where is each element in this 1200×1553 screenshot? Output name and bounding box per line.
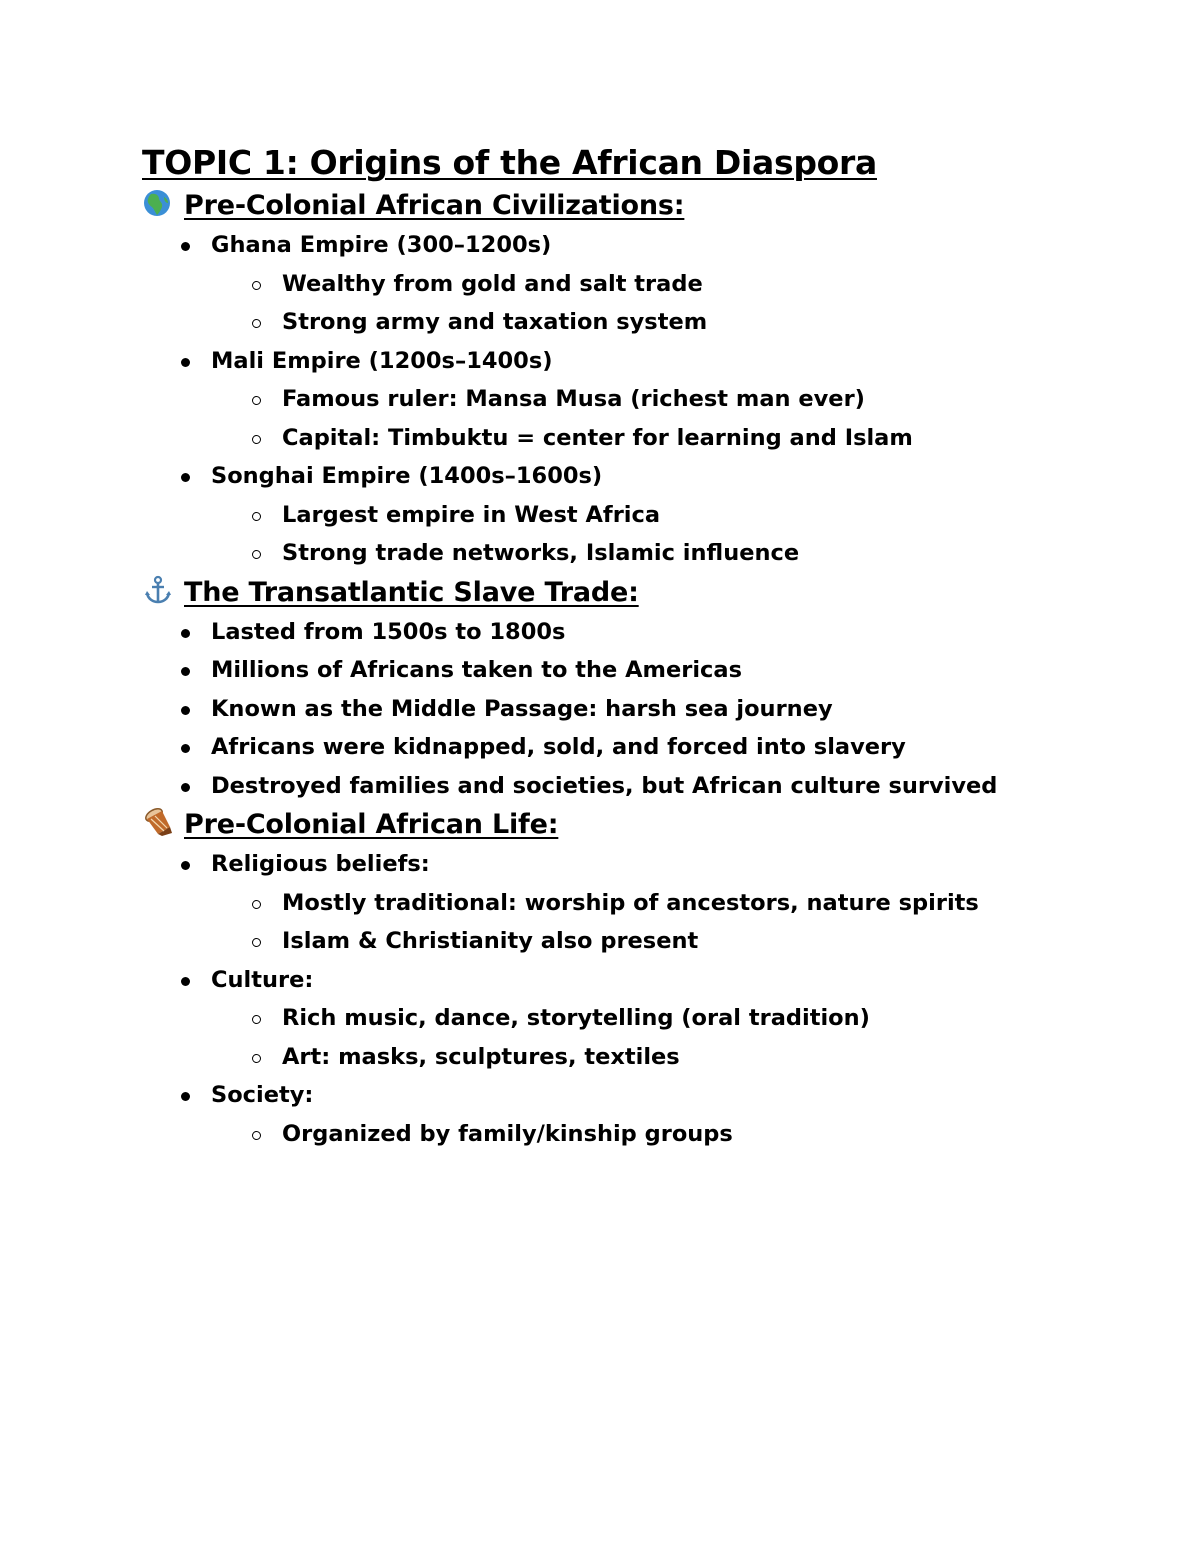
list-item	[142, 457, 1042, 573]
bullet-icon	[181, 861, 190, 870]
sub-list-item-text: Strong trade networks, Islamic influence	[282, 540, 800, 566]
bullet-icon	[181, 473, 190, 482]
list-item	[142, 767, 1042, 806]
section-heading-african-life	[142, 805, 1042, 845]
circle-bullet-icon	[252, 938, 261, 947]
list-item	[142, 961, 1042, 1077]
sub-list-item	[211, 380, 1042, 419]
list-item	[142, 613, 1042, 652]
circle-bullet-icon	[252, 396, 261, 405]
sub-list-item-text: Rich music, dance, storytelling (oral tradition)	[282, 1005, 870, 1031]
list-item-text: Culture:	[211, 966, 314, 993]
list-item-text: Lasted from 1500s to 1800s	[211, 618, 566, 645]
sub-list-item	[211, 1115, 1042, 1154]
page-title: TOPIC 1: Origins of the African Diaspora	[142, 143, 877, 182]
circle-bullet-icon	[252, 319, 261, 328]
circle-bullet-icon	[252, 900, 261, 909]
sub-list-item	[211, 884, 1042, 923]
list-item-text: Ghana Empire (300–1200s)	[211, 232, 552, 258]
sub-list-item	[211, 496, 1042, 535]
circle-bullet-icon	[252, 281, 261, 290]
sub-list-item	[211, 265, 1042, 304]
list-item	[142, 342, 1042, 458]
sub-list-item-text: Wealthy from gold and salt trade	[282, 270, 703, 297]
sub-list	[211, 380, 1042, 457]
list-item	[142, 226, 1042, 342]
bullet-icon	[181, 706, 190, 715]
sub-list	[211, 265, 1042, 342]
circle-bullet-icon	[252, 1054, 261, 1063]
bullet-icon	[181, 358, 190, 367]
sub-list-item	[211, 303, 1042, 342]
african-life-list	[142, 845, 1042, 1153]
sub-list-item-text: Islam & Christianity also present	[282, 928, 699, 954]
circle-bullet-icon	[252, 1015, 261, 1024]
bullet-icon	[181, 629, 190, 638]
list-item-text: Songhai Empire (1400s–1600s)	[211, 463, 603, 489]
list-item	[142, 690, 1042, 729]
list-item-text: Religious beliefs:	[211, 851, 430, 877]
sub-list-item-text: Famous ruler: Mansa Musa (richest man ever)	[282, 386, 865, 412]
sub-list	[211, 999, 1042, 1076]
section-heading-text: The Transatlantic Slave Trade:	[184, 576, 639, 608]
sub-list-item-text: Capital: Timbuktu = center for learning and Islam	[282, 424, 913, 451]
bullet-icon	[181, 744, 190, 753]
sub-list-item-text: Strong army and taxation system	[282, 309, 708, 335]
sub-list-item	[211, 419, 1042, 458]
bullet-icon	[181, 242, 190, 251]
list-item-text: Society:	[211, 1082, 314, 1108]
circle-bullet-icon	[252, 550, 261, 559]
list-item-text: Mali Empire (1200s–1400s)	[211, 347, 553, 374]
anchor-icon	[142, 575, 176, 605]
list-item	[142, 1076, 1042, 1153]
drum-icon	[142, 807, 176, 837]
list-item-text: Known as the Middle Passage: harsh sea journey	[211, 695, 833, 722]
sub-list-item-text: Art: masks, sculptures, textiles	[282, 1043, 680, 1070]
list-item-text: Destroyed families and societies, but African culture survived	[211, 772, 998, 799]
sub-list-item	[211, 999, 1042, 1038]
list-item	[142, 728, 1042, 767]
sub-list	[211, 1115, 1042, 1154]
sub-list-item-text: Largest empire in West Africa	[282, 501, 661, 528]
list-item-text: Africans were kidnapped, sold, and forced into slavery	[211, 734, 906, 760]
sub-list-item-text: Mostly traditional: worship of ancestors, nature spirits	[282, 889, 979, 916]
section-heading-text: Pre-Colonial African Life:	[184, 809, 559, 840]
sub-list-item	[211, 922, 1042, 961]
document-page	[142, 140, 1042, 1153]
section-heading-text: Pre-Colonial African Civilizations:	[184, 190, 685, 221]
slave-trade-list	[142, 613, 1042, 806]
section-heading-civilizations	[142, 186, 1042, 226]
sub-list	[211, 884, 1042, 961]
sub-list-item-text: Organized by family/kinship groups	[282, 1120, 733, 1147]
bullet-icon	[181, 667, 190, 676]
list-item-text: Millions of Africans taken to the Americas	[211, 657, 742, 683]
list-item	[142, 845, 1042, 961]
circle-bullet-icon	[252, 435, 261, 444]
civilizations-list	[142, 226, 1042, 573]
sub-list	[211, 496, 1042, 573]
circle-bullet-icon	[252, 512, 261, 521]
bullet-icon	[181, 1092, 190, 1101]
circle-bullet-icon	[252, 1131, 261, 1140]
sub-list-item	[211, 1038, 1042, 1077]
bullet-icon	[181, 783, 190, 792]
bullet-icon	[181, 977, 190, 986]
list-item	[142, 651, 1042, 690]
sub-list-item	[211, 534, 1042, 573]
globe-africa-icon	[142, 188, 176, 218]
section-heading-slave-trade	[142, 573, 1042, 613]
